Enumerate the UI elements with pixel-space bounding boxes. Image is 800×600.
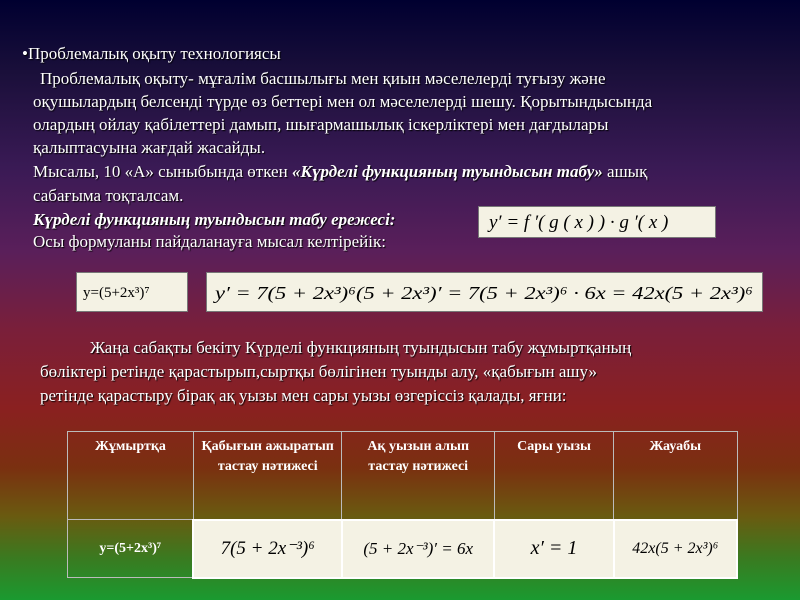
- example-line-2: сабағыма тоқталсам.: [33, 186, 184, 205]
- lesson-line-2: бөліктері ретінде қарастырып,сыртқы бөлігінен туынды алу, «қабығын ашу»: [40, 362, 597, 381]
- derivation-text: y′ = 7(5 + 2x³)⁶(5 + 2x³)′ = 7(5 + 2x³)⁶ · 6x = 42x(5 + 2x³)⁶: [215, 283, 646, 303]
- lesson-line-1: Жаңа сабақты бекіту Күрделі функцияның туындысын табу жұмыртқаның: [90, 338, 632, 357]
- derivation-formula: [207, 273, 762, 311]
- rule-formula-box: [478, 206, 716, 238]
- function-text: y=(5+2x³)⁷: [83, 285, 150, 301]
- table-header-cell: Жұмыртқа: [68, 432, 194, 520]
- table-header-cell: Жауабы: [614, 432, 737, 520]
- table-row: [68, 520, 738, 578]
- paragraph-line-2: оқушылардың белсенді түрде өз беттері мен ол мәселелерді шешу. Қорытындысында: [33, 92, 653, 111]
- example-line: [33, 160, 647, 183]
- derivation-box: [206, 272, 763, 312]
- example-suffix: ашық: [607, 162, 648, 181]
- table-header-cell: Қабығын ажыратып тастау нәтижесі: [193, 432, 342, 520]
- table-cell: 7(5 + 2x⁻³)⁶: [193, 520, 342, 578]
- slide-title: •Проблемалық оқыту технологиясы: [22, 44, 281, 63]
- table-header-cell: Сары уызы: [494, 432, 613, 520]
- paragraph-line-4: қалыптасуына жағдай жасайды.: [33, 138, 266, 157]
- table-cell: (5 + 2x⁻³)′ = 6x: [342, 520, 494, 578]
- paragraph-line-1: Проблемалық оқыту- мұғалім басшылығы мен қиын мәселелерді туғызу және: [40, 69, 606, 88]
- paragraph-line-3: олардың ойлау қабілеттері дамып, шығармашылық іскерліктері мен дағдылары: [33, 115, 609, 134]
- function-box: [76, 272, 188, 312]
- table-cell: y=(5+2x³)⁷: [68, 520, 194, 578]
- example-prefix: Мысалы, 10 «А» сыныбында өткен: [33, 162, 288, 181]
- rule-formula-text: y′ = f ′( g ( x ) ) · g ′( x ): [489, 212, 669, 233]
- example-topic: «Күрделі функцияның туындысын табу»: [291, 162, 603, 181]
- table-header-cell: Ақ уызын алып тастау нәтижесі: [342, 432, 494, 520]
- table-cell: 42x(5 + 2x³)⁶: [614, 520, 737, 578]
- rule-formula: [479, 207, 715, 237]
- lesson-line-3: ретінде қарастыру бірақ ақ уызы мен сары уызы өзгеріссіз қалады, яғни:: [40, 386, 567, 405]
- example-intro: Осы формуланы пайдаланауға мысал келтірейік:: [33, 232, 386, 251]
- table-header-row: [68, 432, 738, 520]
- rule-label: Күрделі функцияның туындысын табу ережесі:: [33, 210, 396, 229]
- table-cell: x′ = 1: [494, 520, 613, 578]
- egg-table: [67, 431, 738, 579]
